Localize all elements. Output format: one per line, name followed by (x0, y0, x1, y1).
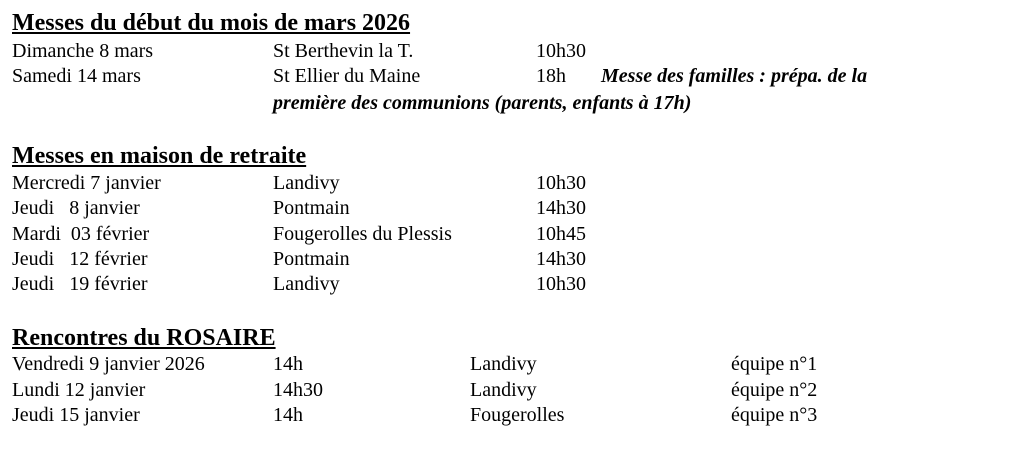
row-date: Mercredi 7 janvier (12, 172, 161, 194)
row-team: équipe n°1 (731, 353, 818, 375)
table-row (0, 403, 1024, 428)
row-time: 10h45 (536, 223, 586, 245)
table-row (0, 64, 1024, 89)
row-date: Jeudi 15 janvier (12, 404, 140, 426)
table-row (0, 272, 1024, 297)
row-date: Jeudi 19 février (12, 273, 148, 295)
row-place: Fougerolles (470, 404, 565, 426)
row-place: Fougerolles du Plessis (273, 223, 452, 245)
row-place: Pontmain (273, 197, 350, 219)
note-continuation: première des communions (parents, enfants à 17h) (273, 92, 692, 114)
row-date: Mardi 03 février (12, 223, 150, 245)
row-place: Landivy (273, 172, 340, 194)
row-time: 10h30 (536, 172, 586, 194)
row-time: 10h30 (536, 273, 586, 295)
row-date: Dimanche 8 mars (12, 40, 154, 62)
table-row (0, 39, 1024, 64)
section-title-messes-mars: Messes du début du mois de mars 2026 (12, 10, 411, 36)
table-row (0, 352, 1024, 377)
row-time: 10h30 (536, 40, 586, 62)
row-date: Samedi 14 mars (12, 65, 141, 87)
row-time: 14h30 (536, 197, 586, 219)
row-place: Landivy (470, 379, 537, 401)
table-row (0, 196, 1024, 221)
row-date: Lundi 12 janvier (12, 379, 146, 401)
row-date: Vendredi 9 janvier 2026 (12, 353, 205, 375)
row-team: équipe n°2 (731, 379, 818, 401)
table-row (0, 222, 1024, 247)
row-date: Jeudi 12 février (12, 248, 148, 270)
section-title-maison-retraite: Messes en maison de retraite (12, 143, 307, 169)
section-title-rosaire: Rencontres du ROSAIRE (12, 325, 276, 351)
row-time: 14h (273, 404, 303, 426)
table-row (0, 247, 1024, 272)
row-note: Messe des familles : prépa. de la (601, 65, 868, 87)
table-row (0, 171, 1024, 196)
row-time: 14h (273, 353, 303, 375)
row-time: 18h (536, 65, 566, 87)
table-row (0, 378, 1024, 403)
row-time: 14h30 (273, 379, 323, 401)
row-place: Landivy (470, 353, 537, 375)
row-team: équipe n°3 (731, 404, 818, 426)
row-place: St Berthevin la T. (273, 40, 414, 62)
row-place: Landivy (273, 273, 340, 295)
row-time: 14h30 (536, 248, 586, 270)
row-place: Pontmain (273, 248, 350, 270)
row-place: St Ellier du Maine (273, 65, 421, 87)
row-date: Jeudi 8 janvier (12, 197, 140, 219)
